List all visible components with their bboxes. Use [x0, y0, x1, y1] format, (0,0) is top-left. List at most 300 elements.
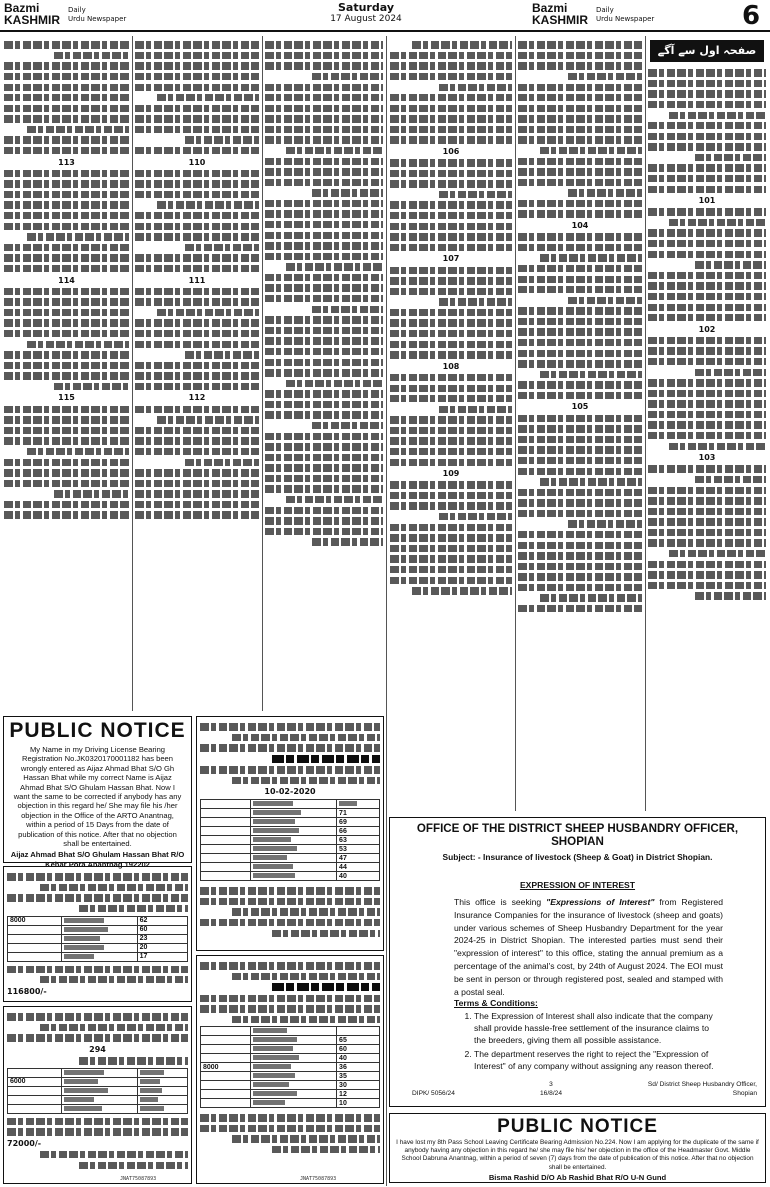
- urdu-text-line: [390, 201, 512, 208]
- ad-text-line: [40, 884, 188, 891]
- urdu-text-line: [135, 501, 259, 508]
- urdu-text-line: [669, 112, 766, 119]
- urdu-text-line: [518, 573, 642, 580]
- urdu-text-line: [265, 485, 383, 492]
- ad-cell-text: [253, 828, 299, 833]
- urdu-text-line: [312, 73, 383, 80]
- ad-text-line: [232, 908, 380, 915]
- article-number: 113: [58, 157, 75, 167]
- ad-text-line: [200, 919, 380, 926]
- urdu-text-line: [265, 115, 383, 122]
- ad-row-value: 69: [339, 818, 347, 826]
- urdu-text-line: [695, 369, 766, 376]
- ad-cell-text: [64, 1079, 98, 1084]
- urdu-text-line: [312, 306, 383, 313]
- urdu-text-line: [135, 427, 259, 434]
- urdu-text-line: [695, 592, 766, 599]
- urdu-text-line: [518, 126, 642, 133]
- ad-row-value: 35: [339, 1072, 347, 1080]
- urdu-text-line: [135, 362, 259, 369]
- urdu-text-line: [518, 168, 642, 175]
- urdu-text-line: [390, 233, 512, 240]
- urdu-text-line: [390, 62, 512, 69]
- urdu-text-line: [157, 309, 259, 316]
- urdu-text-line: [265, 369, 383, 376]
- urdu-text-line: [4, 309, 129, 316]
- ad-b-table: [7, 1068, 188, 1114]
- urdu-text-line: [4, 136, 129, 143]
- ad-text-line: [200, 962, 380, 969]
- urdu-text-line: [390, 170, 512, 177]
- urdu-text-line: [648, 337, 766, 344]
- continued-from-front-label: صفحہ اول سے آگے: [650, 40, 764, 62]
- urdu-text-line: [412, 587, 512, 594]
- urdu-text-line: [518, 446, 642, 453]
- urdu-text-line: [265, 41, 383, 48]
- urdu-text-line: [135, 511, 259, 518]
- ad-amount: 8000: [203, 1063, 219, 1071]
- urdu-text-line: [4, 288, 129, 295]
- urdu-text-line: [518, 436, 642, 443]
- ad-cell-text: [253, 1037, 297, 1042]
- urdu-text-line: [648, 561, 766, 568]
- urdu-text-line: [265, 52, 383, 59]
- urdu-text-line: [135, 62, 259, 69]
- news-column-6: [4, 38, 129, 711]
- urdu-text-line: [265, 337, 383, 344]
- urdu-text-line: [412, 41, 512, 48]
- urdu-text-line: [135, 341, 259, 348]
- urdu-text-line: [27, 126, 130, 133]
- urdu-text-line: [4, 84, 129, 91]
- ad-text-line: [200, 1005, 380, 1012]
- urdu-text-line: [518, 489, 642, 496]
- urdu-text-line: [390, 330, 512, 337]
- urdu-text-line: [648, 80, 766, 87]
- paper-name-line-1: Bazmi: [532, 1, 568, 15]
- urdu-text-line: [286, 263, 383, 270]
- urdu-text-line: [185, 136, 259, 143]
- urdu-text-line: [518, 105, 642, 112]
- ad-text-line: [7, 1118, 188, 1125]
- masthead: [0, 0, 770, 32]
- ad-cell-text: [253, 837, 291, 842]
- urdu-text-line: [518, 499, 642, 506]
- urdu-text-line: [648, 432, 766, 439]
- urdu-text-line: [648, 539, 766, 546]
- ad-cell-text: [253, 1064, 291, 1069]
- urdu-text-line: [648, 314, 766, 321]
- urdu-text-line: [265, 443, 383, 450]
- urdu-text-line: [540, 254, 642, 261]
- urdu-text-line: [265, 221, 383, 228]
- urdu-text-line: [4, 244, 129, 251]
- urdu-text-line: [4, 511, 129, 518]
- urdu-text-line: [648, 582, 766, 589]
- urdu-text-line: [4, 437, 129, 444]
- ad-cell-text: [253, 855, 287, 860]
- notice-ref-date: 16/8/24: [540, 1089, 562, 1097]
- urdu-text-line: [568, 189, 642, 196]
- ad-text-line: [7, 1013, 188, 1020]
- paper-tag-language: Urdu Newspaper: [68, 15, 127, 23]
- ad-text-line: [232, 734, 380, 741]
- paper-name-line-2: KASHMIR: [532, 13, 588, 27]
- ad-heading: [272, 983, 380, 991]
- urdu-text-line: [648, 101, 766, 108]
- urdu-text-line: [648, 293, 766, 300]
- urdu-text-line: [518, 531, 642, 538]
- column-divider: [515, 36, 516, 811]
- notice-ref-count: 3: [549, 1081, 553, 1088]
- urdu-text-line: [265, 390, 383, 397]
- ad-cell-text: [253, 1100, 285, 1105]
- urdu-text-line: [518, 276, 642, 283]
- article-number: 112: [188, 393, 206, 403]
- urdu-text-line: [265, 232, 383, 239]
- ad-text-line: [79, 1057, 188, 1064]
- ad-cell-text: [140, 1106, 164, 1111]
- ad-row-value: 40: [339, 1054, 347, 1062]
- urdu-text-line: [4, 94, 129, 101]
- urdu-text-line: [518, 41, 642, 48]
- urdu-text-line: [390, 52, 512, 59]
- ad-cell-text: [140, 1088, 162, 1093]
- urdu-text-line: [4, 223, 129, 230]
- ad-text-line: [200, 723, 380, 730]
- urdu-text-line: [390, 267, 512, 274]
- urdu-text-line: [135, 233, 259, 240]
- urdu-text-line: [518, 552, 642, 559]
- urdu-text-line: [390, 566, 512, 573]
- article-number: 111: [188, 275, 206, 285]
- urdu-text-line: [518, 339, 642, 346]
- urdu-ad-d: [196, 955, 384, 1184]
- urdu-text-line: [390, 395, 512, 402]
- urdu-ad-a: [3, 866, 192, 1002]
- urdu-text-line: [518, 457, 642, 464]
- urdu-text-line: [4, 105, 129, 112]
- urdu-text-line: [4, 351, 129, 358]
- urdu-text-line: [669, 550, 766, 557]
- urdu-text-line: [135, 265, 259, 272]
- urdu-text-line: [265, 242, 383, 249]
- urdu-text-line: [518, 392, 642, 399]
- urdu-text-line: [648, 90, 766, 97]
- ad-row-value: 66: [339, 827, 347, 835]
- news-column-3: [390, 38, 512, 811]
- urdu-text-line: [135, 115, 259, 122]
- urdu-text-line: [4, 147, 129, 154]
- urdu-text-line: [4, 372, 129, 379]
- ad-cell-text: [253, 1028, 287, 1033]
- ad-text-line: [200, 1125, 380, 1132]
- urdu-text-line: [157, 94, 259, 101]
- public-notice-signature: Bisma Rashid D/O Ab Rashid Bhat R/O U-N Gund: [488, 1172, 667, 1182]
- notice-ref-date-block: [540, 1081, 562, 1098]
- urdu-text-line: [390, 577, 512, 584]
- urdu-ad-c: [196, 716, 384, 951]
- terms-list: [390, 1008, 765, 1072]
- urdu-text-line: [390, 136, 512, 143]
- urdu-text-line: [518, 381, 642, 388]
- issue-day: Saturday: [338, 1, 394, 14]
- urdu-text-line: [695, 261, 766, 268]
- urdu-text-line: [518, 350, 642, 357]
- ad-text-line: [232, 777, 380, 784]
- masthead-date-block: [316, 1, 416, 24]
- urdu-text-line: [54, 383, 129, 390]
- urdu-text-line: [185, 351, 259, 358]
- urdu-text-line: [648, 411, 766, 418]
- urdu-text-line: [4, 254, 129, 261]
- notice-heading: EXPRESSION OF INTEREST: [519, 880, 636, 890]
- urdu-text-line: [390, 374, 512, 381]
- article-number: 108: [442, 361, 460, 371]
- urdu-text-line: [518, 136, 642, 143]
- urdu-text-line: [265, 433, 383, 440]
- ad-cell-text: [253, 1082, 289, 1087]
- ad-cell-text: [253, 873, 295, 878]
- ad-row-value: 60: [339, 1045, 347, 1053]
- ad-text-line: [232, 1135, 380, 1142]
- urdu-text-line: [390, 212, 512, 219]
- urdu-text-line: [265, 84, 383, 91]
- urdu-text-line: [135, 298, 259, 305]
- urdu-text-line: [4, 201, 129, 208]
- urdu-text-line: [135, 41, 259, 48]
- ad-text-line: [272, 1146, 380, 1153]
- ad-text-line: [7, 1128, 188, 1135]
- news-column-1: [648, 66, 766, 811]
- ad-row-value: 53: [339, 845, 347, 853]
- ad-row-value: 47: [339, 854, 347, 862]
- urdu-text-line: [390, 244, 512, 251]
- urdu-text-line: [4, 265, 129, 272]
- news-column-5: [135, 38, 259, 711]
- urdu-text-line: [439, 406, 512, 413]
- column-divider: [645, 36, 646, 811]
- urdu-text-line: [540, 594, 642, 601]
- urdu-text-line: [390, 319, 512, 326]
- notice-reference: DIPK/ 5056/24: [412, 1089, 455, 1097]
- urdu-ad-b: [3, 1006, 192, 1184]
- column-divider: [262, 36, 263, 711]
- ad-cell-text: [64, 1088, 108, 1093]
- column-divider: [386, 36, 387, 1186]
- article-number: 115: [58, 393, 75, 403]
- urdu-text-line: [265, 274, 383, 281]
- urdu-text-line: [439, 84, 512, 91]
- ad-cell-text: [253, 846, 297, 851]
- urdu-text-line: [135, 406, 259, 413]
- ad-text-line: [200, 766, 380, 773]
- article-number: 102: [698, 324, 716, 334]
- urdu-text-line: [518, 200, 642, 207]
- public-notice-body: I have lost my 8th Pass School Leaving Certificate Bearing Admission No.224. Now I am applying for the duplicate of the same if anybody having any objection in this regard he/ she may file his/ her objection in the office of the Headmaster Govt. Middle School Dabruna Anantnag, within a period of seven (7) days from the date of publication of this notice. After that no objection shall be entertained.: [396, 1139, 759, 1171]
- urdu-text-line: [695, 154, 766, 161]
- ad-text-line: [232, 1016, 380, 1023]
- urdu-text-line: [390, 126, 512, 133]
- urdu-text-line: [135, 73, 259, 80]
- urdu-text-line: [27, 448, 130, 455]
- ad-tag: JNAT75087893: [120, 1176, 157, 1182]
- urdu-text-line: [648, 487, 766, 494]
- ad-heading: [272, 755, 380, 763]
- urdu-text-line: [286, 380, 383, 387]
- ad-cell-text: [64, 918, 104, 923]
- urdu-text-line: [648, 175, 766, 182]
- ad-row-value: 62: [139, 917, 148, 924]
- ad-row-value: 12: [339, 1090, 347, 1098]
- urdu-text-line: [648, 208, 766, 215]
- article-number: 109: [442, 469, 460, 479]
- article-number: 103: [698, 453, 716, 463]
- urdu-text-line: [4, 330, 129, 337]
- urdu-text-line: [648, 122, 766, 129]
- urdu-text-line: [265, 284, 383, 291]
- urdu-text-line: [669, 219, 766, 226]
- urdu-text-line: [265, 158, 383, 165]
- urdu-text-line: [135, 448, 259, 455]
- urdu-text-line: [390, 555, 512, 562]
- urdu-text-line: [4, 501, 129, 508]
- urdu-text-line: [648, 229, 766, 236]
- urdu-text-line: [648, 508, 766, 515]
- urdu-text-line: [265, 253, 383, 260]
- urdu-text-line: [390, 105, 512, 112]
- urdu-text-line: [135, 147, 259, 154]
- urdu-text-line: [4, 115, 129, 122]
- urdu-text-line: [4, 180, 129, 187]
- urdu-text-line: [390, 309, 512, 316]
- urdu-text-line: [265, 348, 383, 355]
- urdu-text-line: [390, 277, 512, 284]
- ad-c-table: [200, 799, 380, 881]
- ad-row-value: 40: [339, 872, 347, 880]
- ad-text-line: [7, 873, 188, 880]
- terms-heading: Terms & Conditions:: [454, 998, 538, 1009]
- urdu-text-line: [648, 133, 766, 140]
- ad-row-value: 36: [339, 1063, 347, 1071]
- urdu-text-line: [390, 427, 512, 434]
- terms-item: 1. The Expression of Interest shall also indicate that the company shall provide hassle-free settlement of the insurance claims to the breeders, giving them all possible assistance.: [474, 1010, 723, 1046]
- urdu-text-line: [518, 179, 642, 186]
- urdu-text-line: [518, 210, 642, 217]
- urdu-text-line: [265, 528, 383, 535]
- paper-tag-daily: Daily: [596, 6, 614, 14]
- urdu-text-line: [568, 520, 642, 527]
- ad-row-value: 71: [339, 809, 347, 817]
- urdu-text-line: [135, 490, 259, 497]
- ad-text-line: [232, 973, 380, 980]
- ad-text-line: [7, 966, 188, 973]
- urdu-text-line: [648, 347, 766, 354]
- urdu-text-line: [518, 415, 642, 422]
- ad-amount: 8000: [10, 917, 26, 924]
- ad-cell-text: [253, 1046, 293, 1051]
- urdu-text-line: [648, 379, 766, 386]
- ad-cell-text: [64, 954, 94, 959]
- urdu-text-line: [390, 448, 512, 455]
- urdu-text-line: [54, 490, 129, 497]
- article-number: 105: [571, 402, 589, 412]
- ad-row-value: 10: [339, 1099, 347, 1107]
- paper-tag-daily: Daily: [68, 6, 86, 14]
- urdu-text-line: [265, 168, 383, 175]
- urdu-text-line: [390, 94, 512, 101]
- urdu-text-line: [135, 254, 259, 261]
- ad-row-value: 60: [139, 926, 148, 933]
- notice-subject: Subject: - Insurance of livestock (Sheep & Goat) in District Shopian.: [442, 852, 713, 862]
- urdu-text-line: [4, 41, 129, 48]
- urdu-text-line: [518, 52, 642, 59]
- sheep-husbandry-eoi-notice: [389, 817, 766, 1107]
- urdu-text-line: [518, 158, 642, 165]
- urdu-text-line: [4, 191, 129, 198]
- urdu-text-line: [648, 358, 766, 365]
- urdu-text-line: [518, 563, 642, 570]
- urdu-text-line: [135, 191, 259, 198]
- urdu-text-line: [265, 411, 383, 418]
- urdu-text-line: [265, 94, 383, 101]
- urdu-text-line: [390, 524, 512, 531]
- ad-cell-text: [339, 801, 357, 806]
- terms-item: 2. The department reserves the right to reject the "Expression of Interest" of any company without assigning any reason thereof.: [474, 1048, 723, 1072]
- urdu-text-line: [648, 571, 766, 578]
- ad-figure: 72000/-: [7, 1138, 42, 1148]
- urdu-text-line: [54, 52, 129, 59]
- ad-cell-text: [253, 1091, 297, 1096]
- ad-row-value: 30: [339, 1081, 347, 1089]
- ad-cell-text: [140, 1079, 160, 1084]
- urdu-text-line: [185, 459, 259, 466]
- ad-text-line: [79, 905, 188, 912]
- urdu-text-line: [390, 481, 512, 488]
- urdu-text-line: [4, 427, 129, 434]
- signatory-line-2: Shopian: [732, 1089, 757, 1097]
- urdu-text-line: [390, 437, 512, 444]
- public-notice-signature: Aijaz Ahmad Bhat S/O Ghulam Hassan Bhat R/O Kehar Pora Anantnag 192202: [10, 850, 185, 869]
- urdu-text-line: [265, 475, 383, 482]
- urdu-text-line: [265, 401, 383, 408]
- ad-cell-text: [253, 1073, 295, 1078]
- urdu-text-line: [695, 476, 766, 483]
- ad-figure: 116800/-: [7, 986, 47, 996]
- ad-cell-text: [64, 1097, 94, 1102]
- urdu-text-line: [135, 84, 259, 91]
- urdu-text-line: [439, 513, 512, 520]
- ad-tag: JNAT75087893: [300, 1176, 337, 1182]
- urdu-text-line: [568, 297, 642, 304]
- urdu-text-line: [390, 502, 512, 509]
- urdu-text-line: [265, 359, 383, 366]
- urdu-text-line: [390, 534, 512, 541]
- urdu-text-line: [4, 459, 129, 466]
- urdu-text-line: [518, 425, 642, 432]
- ad-amount: 6000: [10, 1078, 26, 1086]
- urdu-text-line: [312, 422, 383, 429]
- urdu-text-line: [265, 200, 383, 207]
- ad-row-value: 20: [139, 944, 148, 951]
- urdu-text-line: [390, 351, 512, 358]
- ad-cell-text: [64, 1070, 104, 1075]
- urdu-text-line: [518, 360, 642, 367]
- urdu-text-line: [286, 147, 383, 154]
- article-number: 107: [442, 254, 460, 264]
- signatory-line-1: Sd/ District Sheep Husbandry Officer,: [647, 1081, 757, 1088]
- paper-tag-language: Urdu Newspaper: [596, 15, 655, 23]
